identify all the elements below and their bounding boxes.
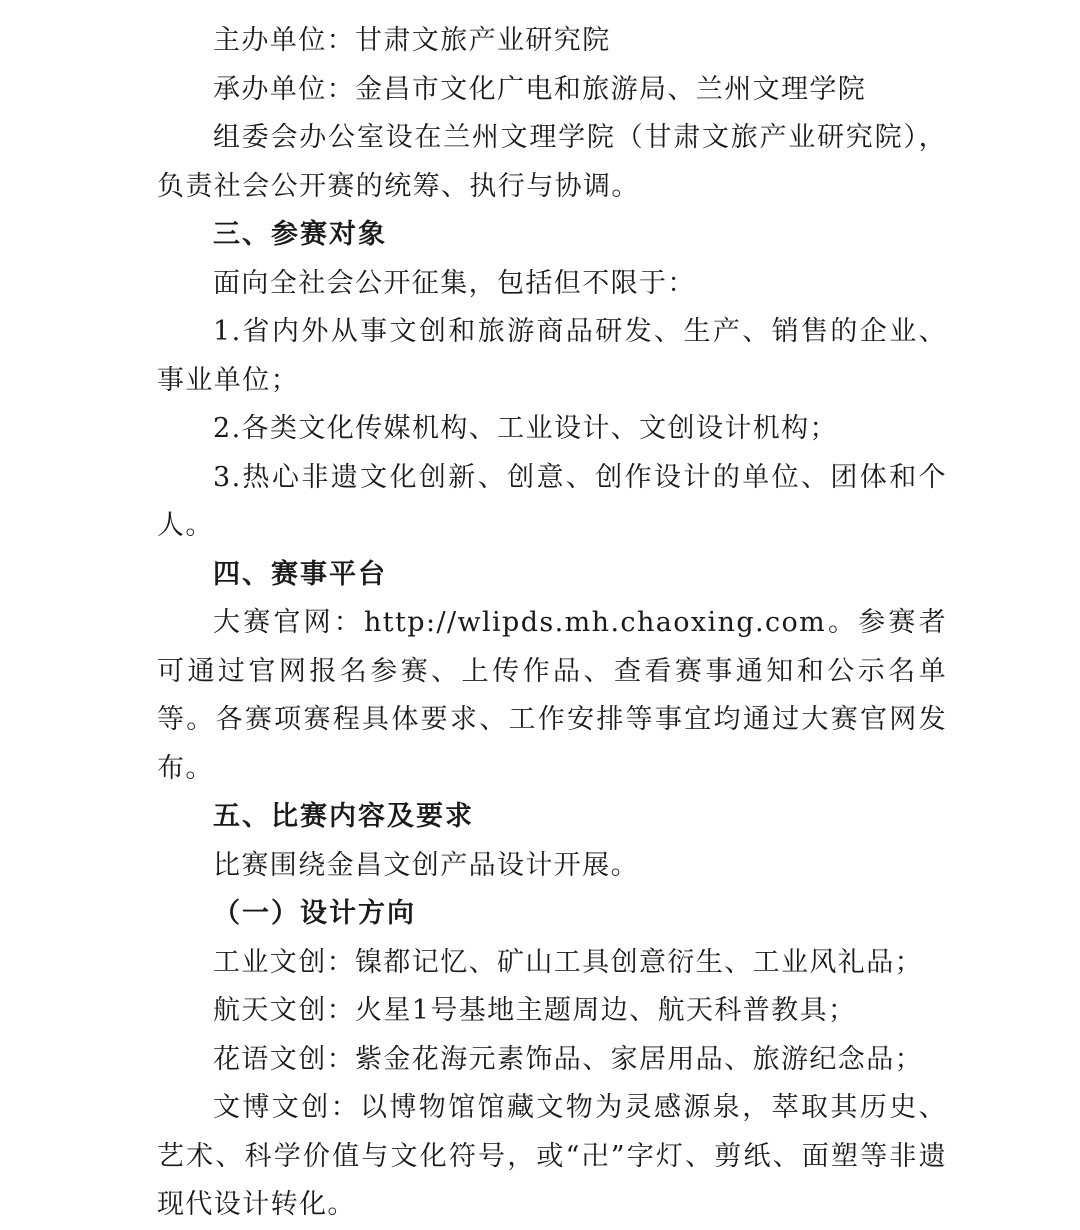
organizer-line: 主办单位：甘肃文旅产业研究院 xyxy=(213,25,611,56)
section-heading-participants: 三、参赛对象 xyxy=(213,219,387,250)
content-intro: 比赛围绕金昌文创产品设计开展。 xyxy=(213,849,639,881)
subheading-design-direction: （一）设计方向 xyxy=(213,898,416,929)
participants-intro: 面向全社会公开征集，包括但不限于： xyxy=(213,267,696,299)
design-museum: 文博文创：以博物馆馆藏文物为灵感源泉，萃取其历史、艺术、科学价值与文化符号，或“卍”字灯、剪纸、面塑等非遗现代设计转化。 xyxy=(157,1092,947,1220)
participants-item-1: 1.省内外从事文创和旅游商品研发、生产、销售的企业、事业单位； xyxy=(157,316,947,396)
design-aerospace: 航天文创：火星1号基地主题周边、航天科普教具； xyxy=(213,995,857,1026)
participants-item-3: 3.热心非遗文化创新、创意、创作设计的单位、团体和个人。 xyxy=(157,461,947,541)
section-heading-platform: 四、赛事平台 xyxy=(213,558,387,590)
section-heading-content: 五、比赛内容及要求 xyxy=(213,801,474,832)
participants-item-2: 2.各类文化传媒机构、工业设计、文创设计机构； xyxy=(213,413,838,444)
platform-paragraph: 大赛官网：http://wlipds.mh.chaoxing.com。参赛者可通过官网报名参赛、上传作品、查看赛事通知和公示名单等。各赛项赛程具体要求、工作安排等事宜均通过大赛官网发布。 xyxy=(157,607,947,784)
design-industrial: 工业文创：镍都记忆、矿山工具创意衍生、工业风礼品； xyxy=(213,946,923,978)
design-flower: 花语文创：紫金花海元素饰品、家居用品、旅游纪念品； xyxy=(213,1043,923,1075)
committee-office-paragraph: 组委会办公室设在兰州文理学院（甘肃文旅产业研究院），负责社会公开赛的统筹、执行与协调。 xyxy=(157,122,947,202)
document-body xyxy=(157,17,947,1230)
co-organizer-line: 承办单位：金昌市文化广电和旅游局、兰州文理学院 xyxy=(213,73,867,105)
